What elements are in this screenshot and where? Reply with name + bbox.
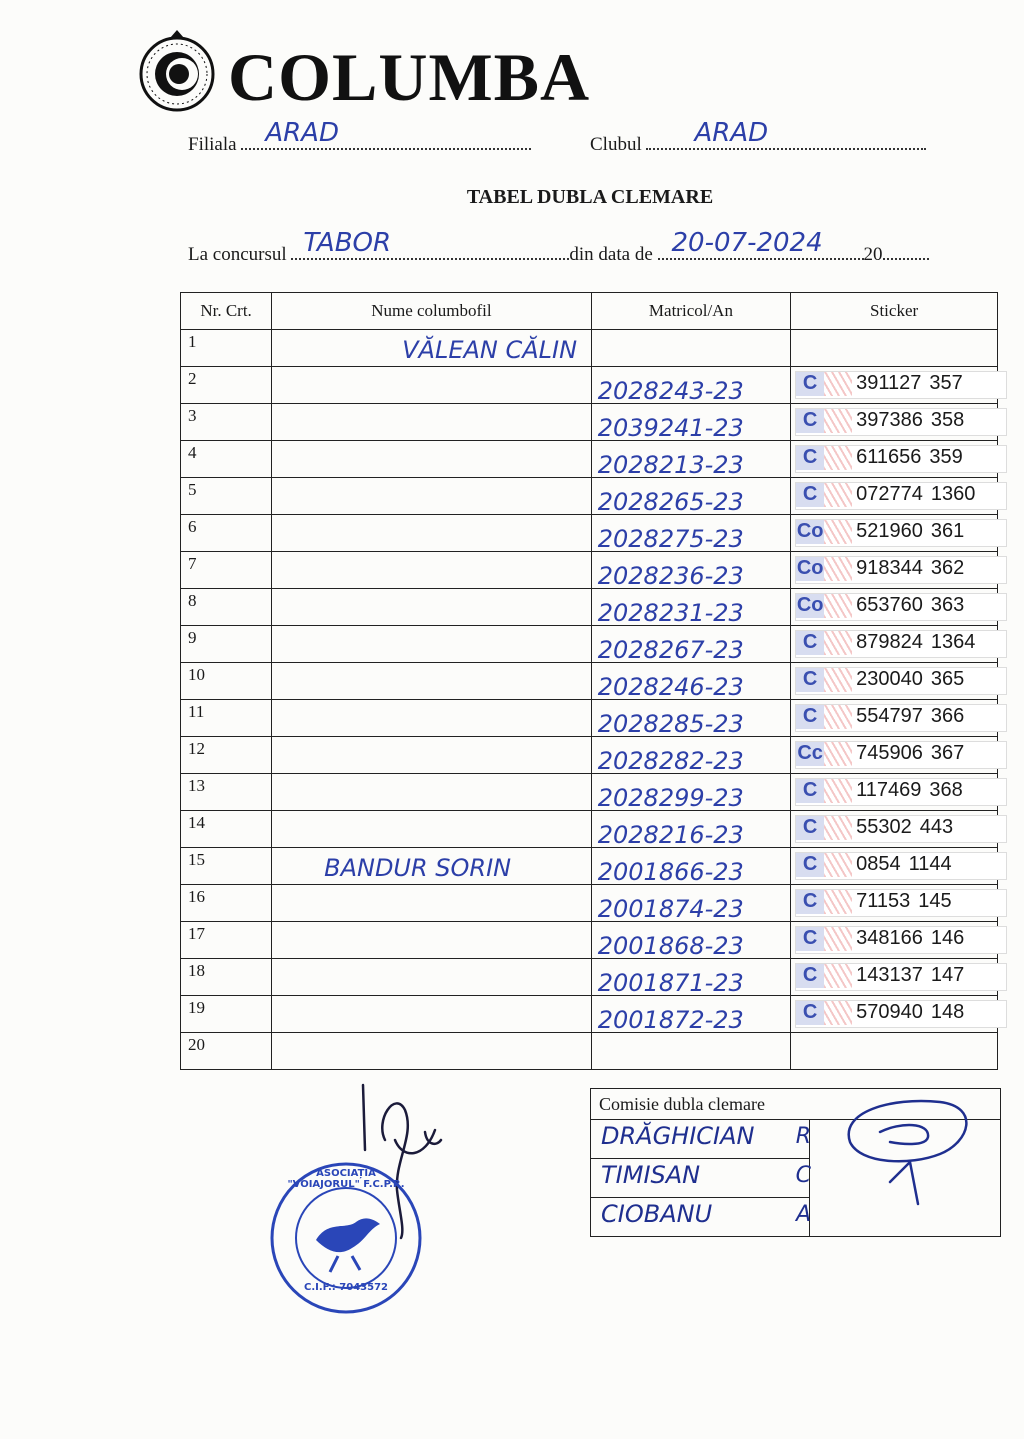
matricol-cell[interactable] [591,626,790,663]
matricol-cell[interactable] [591,663,790,700]
member-name: CIOBANU [601,1200,713,1228]
matricol-value: 2028243-23 [597,377,744,405]
sticker-hologram-icon [824,483,852,507]
sticker-sequence: 366 [930,705,965,727]
sticker-cell[interactable] [791,959,998,996]
fancier-name-cell[interactable] [272,1033,592,1070]
sticker-sequence: 361 [930,520,965,542]
sticker-number: 072774 [856,483,923,505]
concurs-field[interactable] [291,228,569,260]
fancier-name-cell[interactable] [272,922,592,959]
fancier-name-cell[interactable] [272,330,592,367]
row-number: 1 [181,330,272,367]
matricol-value: 2028216-23 [597,821,744,849]
fancier-name-cell[interactable] [272,959,592,996]
sticker-label [795,519,1007,547]
sticker-sequence: 363 [930,594,965,616]
sticker-cell[interactable] [791,737,998,774]
sticker-hologram-icon [824,705,852,729]
sticker-prefix: C [796,853,824,877]
sticker-hologram-icon [824,779,852,803]
sticker-prefix: C [796,705,824,729]
matricol-cell[interactable] [591,1033,790,1070]
table-row [181,552,998,589]
sticker-hologram-icon [824,742,852,766]
matricol-value: 2028236-23 [597,562,744,590]
sticker-hologram-icon [824,668,852,692]
sticker-prefix: C [796,409,824,433]
fancier-name-cell[interactable] [272,811,592,848]
fancier-name-cell[interactable] [272,552,592,589]
matricol-cell[interactable] [591,589,790,626]
sticker-prefix: Co [796,594,824,616]
table-row [181,441,998,478]
data-value: 20-07-2024 [671,228,823,258]
matricol-cell[interactable] [591,848,790,885]
table-row [181,515,998,552]
member-name: TIMISAN [601,1161,701,1189]
sticker-hologram-icon [824,631,852,655]
sticker-sequence: 147 [930,964,965,986]
matricol-cell[interactable] [591,552,790,589]
year-suffix: 20 [863,244,883,265]
sticker-cell[interactable] [791,478,998,515]
member-initial: A [795,1202,811,1227]
table-row [181,1033,998,1070]
row-number: 4 [181,441,272,478]
matricol-value: 2028299-23 [597,784,744,812]
sticker-label [795,593,1007,621]
sticker-prefix: C [796,779,824,803]
sticker-number: 391127 [856,372,922,394]
row-number: 7 [181,552,272,589]
sticker-label [795,926,1007,954]
sticker-label [795,556,1007,584]
row-number: 12 [181,737,272,774]
table-row [181,959,998,996]
commission-member-2[interactable] [591,1159,810,1198]
sticker-sequence: 358 [930,409,965,431]
table-row [181,700,998,737]
member-initial: C [795,1163,811,1188]
row-number: 3 [181,404,272,441]
sticker-number: 745906 [856,742,923,764]
sticker-number: 117469 [856,779,922,801]
col-nr: Nr. Crt. [181,293,272,330]
sticker-cell[interactable] [791,885,998,922]
sticker-sequence: 443 [919,816,954,838]
sticker-hologram-icon [824,409,852,433]
sticker-cell[interactable] [791,922,998,959]
sticker-prefix: C [796,446,824,470]
sticker-label [795,1000,1007,1028]
col-matricol: Matricol/An [591,293,790,330]
data-field[interactable] [658,228,864,260]
sticker-sequence: 148 [930,1001,965,1023]
sticker-prefix: C [796,483,824,507]
sticker-label [795,704,1007,732]
fancier-name-cell[interactable] [272,996,592,1033]
fancier-name-cell[interactable] [272,774,592,811]
fancier-name: BANDUR SORIN [324,854,512,882]
table-row [181,737,998,774]
matricol-cell[interactable] [591,478,790,515]
sticker-label [795,963,1007,991]
sticker-sequence: 1360 [930,483,976,505]
sticker-prefix: C [796,927,824,951]
sticker-number: 0854 [856,853,901,875]
row-number: 10 [181,663,272,700]
commission-member-3[interactable] [591,1198,810,1237]
member-name: DRĂGHICIAN [601,1122,755,1150]
filiala-field[interactable] [241,118,531,150]
sticker-cell[interactable] [791,774,998,811]
sticker-prefix: C [796,631,824,655]
concurs-label: La concursul [188,244,287,265]
matricol-cell[interactable] [591,404,790,441]
row-number: 15 [181,848,272,885]
sticker-number: 71153 [856,890,911,912]
row-number: 2 [181,367,272,404]
sticker-number: 521960 [856,520,923,542]
fancier-name-cell[interactable] [272,663,592,700]
page-title: TABEL DUBLA CLEMARE [466,186,714,208]
matricol-value: 2001871-23 [597,969,744,997]
sticker-cell[interactable] [791,996,998,1033]
row-number: 19 [181,996,272,1033]
row-number: 18 [181,959,272,996]
sticker-label [795,630,1007,658]
clubul-line [590,118,926,156]
sticker-prefix: Cc [797,742,823,764]
row-number: 16 [181,885,272,922]
matricol-cell[interactable] [591,885,790,922]
sticker-sequence: 362 [930,557,965,579]
matricol-cell[interactable] [591,441,790,478]
filiala-line [188,118,531,156]
double-clamp-table [180,292,998,1070]
commission-signature [830,1092,980,1212]
row-number: 8 [181,589,272,626]
sticker-sequence: 1364 [930,631,976,653]
matricol-cell[interactable] [591,330,790,367]
matricol-value: 2001872-23 [597,1006,744,1034]
sticker-number: 570940 [856,1001,923,1023]
sticker-hologram-icon [824,816,852,840]
sticker-cell[interactable] [791,552,998,589]
stamp-text: ASOCIAȚIA "VOIAJORUL" F.C.P.R. [287,1168,405,1190]
sticker-number: 55302 [856,816,912,838]
matricol-cell[interactable] [591,700,790,737]
row-number: 17 [181,922,272,959]
fancier-name-cell[interactable] [272,404,592,441]
sticker-hologram-icon [824,446,852,470]
fancier-name-cell[interactable] [272,478,592,515]
sticker-cell[interactable] [791,848,998,885]
matricol-value: 2028275-23 [597,525,744,553]
fancier-name-cell[interactable] [272,626,592,663]
sticker-hologram-icon [824,1001,852,1025]
row-number: 20 [181,1033,272,1070]
sticker-number: 230040 [856,668,923,690]
table-row [181,330,998,367]
sticker-prefix: Co [796,557,824,579]
sticker-sequence: 146 [930,927,965,949]
sticker-hologram-icon [824,964,852,988]
table-row [181,848,998,885]
table-row [181,774,998,811]
sticker-hologram-icon [824,557,852,581]
sticker-hologram-icon [824,853,852,877]
sticker-prefix: C [796,964,824,988]
sticker-number: 397386 [856,409,923,431]
matricol-cell[interactable] [591,996,790,1033]
matricol-cell[interactable] [591,737,790,774]
sticker-number: 143137 [856,964,923,986]
columba-logo-icon [134,28,220,114]
row-number: 11 [181,700,272,737]
table-row [181,663,998,700]
table-row [181,996,998,1033]
sticker-label [795,371,1007,399]
member-initial: R [795,1124,811,1149]
row-number: 13 [181,774,272,811]
table-row [181,589,998,626]
table-row [181,811,998,848]
row-number: 5 [181,478,272,515]
sticker-prefix: C [796,668,824,692]
commission-title: Comisie dubla clemare [591,1089,1001,1120]
year-field[interactable] [883,240,929,260]
matricol-value: 2028282-23 [597,747,744,775]
matricol-value: 2001874-23 [597,895,744,923]
fancier-name-cell[interactable] [272,700,592,737]
matricol-cell[interactable] [591,959,790,996]
matricol-value: 2028246-23 [597,673,744,701]
matricol-cell[interactable] [591,922,790,959]
sticker-cell[interactable] [791,626,998,663]
table-header-row [181,293,998,330]
sticker-sequence: 359 [929,446,963,468]
matricol-value: 2001868-23 [597,932,744,960]
fancier-name-cell[interactable] [272,367,592,404]
clubul-label: Clubul [590,134,642,155]
sticker-cell[interactable] [791,1033,998,1070]
sticker-sequence: 367 [930,742,965,764]
filiala-label: Filiala [188,134,237,155]
row-number: 6 [181,515,272,552]
sticker-label [795,667,1007,695]
sticker-number: 611656 [856,446,922,468]
concurs-line [188,228,929,266]
sticker-cell[interactable] [791,663,998,700]
fancier-name-cell[interactable] [272,848,592,885]
sticker-label [795,445,1007,473]
table-row [181,367,998,404]
col-sticker: Sticker [791,293,998,330]
sticker-prefix: C [796,1001,824,1025]
brand-title: COLUMBA [228,39,591,115]
matricol-cell[interactable] [591,774,790,811]
sticker-label [795,482,1007,510]
sticker-cell[interactable] [791,330,998,367]
matricol-value: 2001866-23 [597,858,744,886]
sticker-cell[interactable] [791,700,998,737]
matricol-value: 2039241-23 [597,414,744,442]
sticker-prefix: Co [796,520,824,542]
sticker-cell[interactable] [791,404,998,441]
fancier-name-cell[interactable] [272,885,592,922]
sticker-label [795,852,1007,880]
sticker-sequence: 357 [929,372,963,394]
sticker-sequence: 1144 [908,853,952,875]
table-row [181,922,998,959]
sticker-cell[interactable] [791,441,998,478]
sticker-hologram-icon [824,372,852,396]
sticker-sequence: 365 [930,668,965,690]
sticker-prefix: C [796,816,824,840]
sticker-cell[interactable] [791,515,998,552]
filiala-value: ARAD [265,118,339,148]
table-row [181,626,998,663]
sticker-hologram-icon [824,520,852,544]
matricol-value: 2028267-23 [597,636,744,664]
sticker-number: 348166 [856,927,923,949]
sticker-label [795,778,1007,806]
fancier-name-cell[interactable] [272,589,592,626]
commission-member-1[interactable] [591,1120,810,1159]
fancier-name-cell[interactable] [272,737,592,774]
row-number: 14 [181,811,272,848]
sticker-cell[interactable] [791,367,998,404]
sticker-number: 918344 [856,557,923,579]
sticker-label [795,408,1007,436]
sticker-hologram-icon [824,890,852,914]
table-row [181,404,998,441]
matricol-cell[interactable] [591,515,790,552]
matricol-cell[interactable] [591,367,790,404]
clubul-value: ARAD [694,118,769,148]
matricol-cell[interactable] [591,811,790,848]
sticker-hologram-icon [824,594,852,618]
row-number: 9 [181,626,272,663]
sticker-cell[interactable] [791,589,998,626]
concurs-value: TABOR [303,228,392,258]
table-row [181,885,998,922]
data-label: din data de [569,244,653,265]
stamp-cif: C.I.F.: 7043572 [303,1282,388,1293]
sticker-prefix: C [796,890,824,914]
sticker-label [795,889,1007,917]
fancier-name-cell[interactable] [272,515,592,552]
matricol-value: 2028213-23 [597,451,744,479]
sticker-sequence: 145 [918,890,952,912]
sticker-number: 653760 [856,594,923,616]
sticker-cell[interactable] [791,811,998,848]
fancier-name: VĂLEAN CĂLIN [402,336,578,364]
sticker-label [795,815,1007,843]
sticker-sequence: 368 [929,779,963,801]
matricol-value: 2028285-23 [597,710,744,738]
sticker-number: 879824 [856,631,923,653]
matricol-value: 2028231-23 [597,599,744,627]
table-row [181,478,998,515]
sticker-prefix: C [796,372,824,396]
col-name: Nume columbofil [272,293,592,330]
matricol-value: 2028265-23 [597,488,744,516]
sticker-hologram-icon [824,927,852,951]
sticker-number: 554797 [856,705,923,727]
clubul-field[interactable] [646,118,926,150]
sticker-label [795,741,1007,769]
fancier-name-cell[interactable] [272,441,592,478]
